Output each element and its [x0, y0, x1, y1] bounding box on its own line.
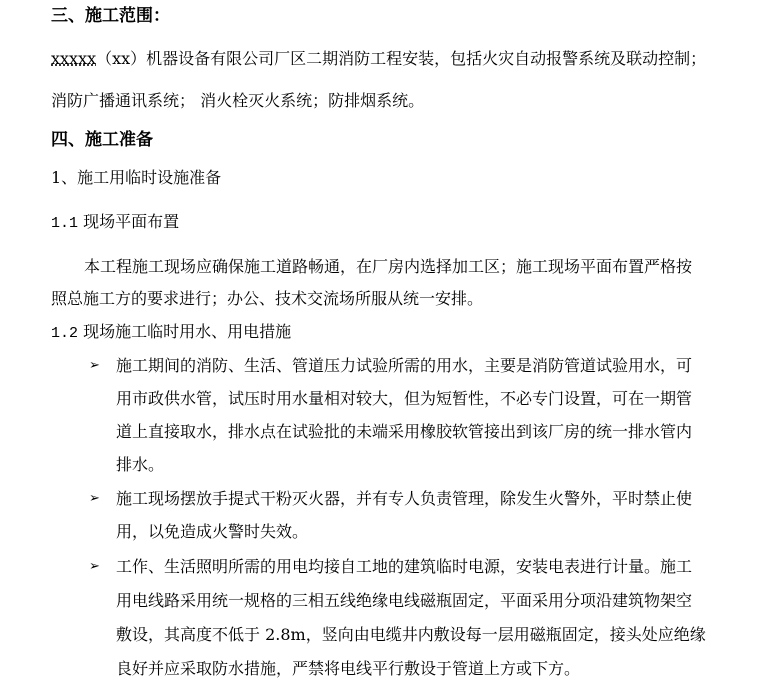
subsection-1-1-text: 现场平面布置: [83, 212, 180, 231]
subsection-1-2-text: 现场施工临时用水、用电措施: [83, 322, 292, 341]
bullet-3-line-4: 良好并应采取防水措施，严禁将电线平行敷设于管道上方或下方。: [116, 659, 581, 678]
bullet-2-line-1: 施工现场摆放手提式干粉灭火器，并有专人负责管理，除发生火警外，平时禁止使: [116, 489, 693, 508]
bullet-1-line-1: 施工期间的消防、生活、管道压力试验所需的用水，主要是消防管道试验用水，可: [116, 356, 693, 375]
bullet-1-line-3: 道上直接取水，排水点在试验批的未端采用橡胶软管接出到该厂房的统一排水管内: [116, 422, 693, 441]
section-4-title: 四、施工准备: [51, 130, 153, 150]
scope-line-2: 消防广播通讯系统； 消火栓灭火系统；防排烟系统。: [51, 91, 425, 110]
subsection-1-2-number: 1.2: [51, 325, 79, 342]
bullet-1-line-4: 排水。: [116, 455, 165, 474]
bullet-arrow-icon: ➢: [89, 491, 100, 506]
subsection-1-2-title: [51, 322, 291, 344]
subsection-1-title: 1、施工用临时设施准备: [51, 168, 222, 187]
bullet-1-line-2: 用市政供水管，试压时用水量相对较大，但为短暂性，不必专门设置，可在一期管: [116, 389, 693, 408]
section-3-title: 三、施工范围：: [51, 6, 170, 26]
subsection-1-1-title: [51, 212, 179, 234]
subsection-1-1-number: 1.1: [51, 215, 79, 232]
bullet-3-line-1: 工作、生活照明所需的用电均接自工地的建筑临时电源，安装电表进行计量。施工: [116, 557, 693, 576]
bullet-3-line-2: 用电线路采用统一规格的三相五线绝缘电线磁瓶固定，平面采用分项沿建筑物架空: [116, 591, 693, 610]
bullet-arrow-icon: ➢: [89, 358, 100, 373]
company-placeholder: xxxxx: [51, 49, 97, 68]
bullet-2-line-2: 用，以免造成火警时失效。: [116, 522, 309, 541]
bullet-3-line-3: 敷设，其高度不低于 2.8m，竖向由电缆井内敷设每一层用磁瓶固定，接头处应绝缘: [116, 625, 706, 644]
scope-line-1: [51, 49, 706, 69]
scope-line-1-text: （xx）机器设备有限公司厂区二期消防工程安装，包括火灾自动报警系统及联动控制；: [96, 49, 707, 68]
paragraph-1-line-2: 照总施工方的要求进行；办公、技术交流场所服从统一安排。: [51, 289, 484, 308]
bullet-arrow-icon: ➢: [89, 559, 100, 574]
paragraph-1-line-1: 本工程施工现场应确保施工道路畅通，在厂房内选择加工区；施工现场平面布置严格按: [84, 257, 693, 276]
